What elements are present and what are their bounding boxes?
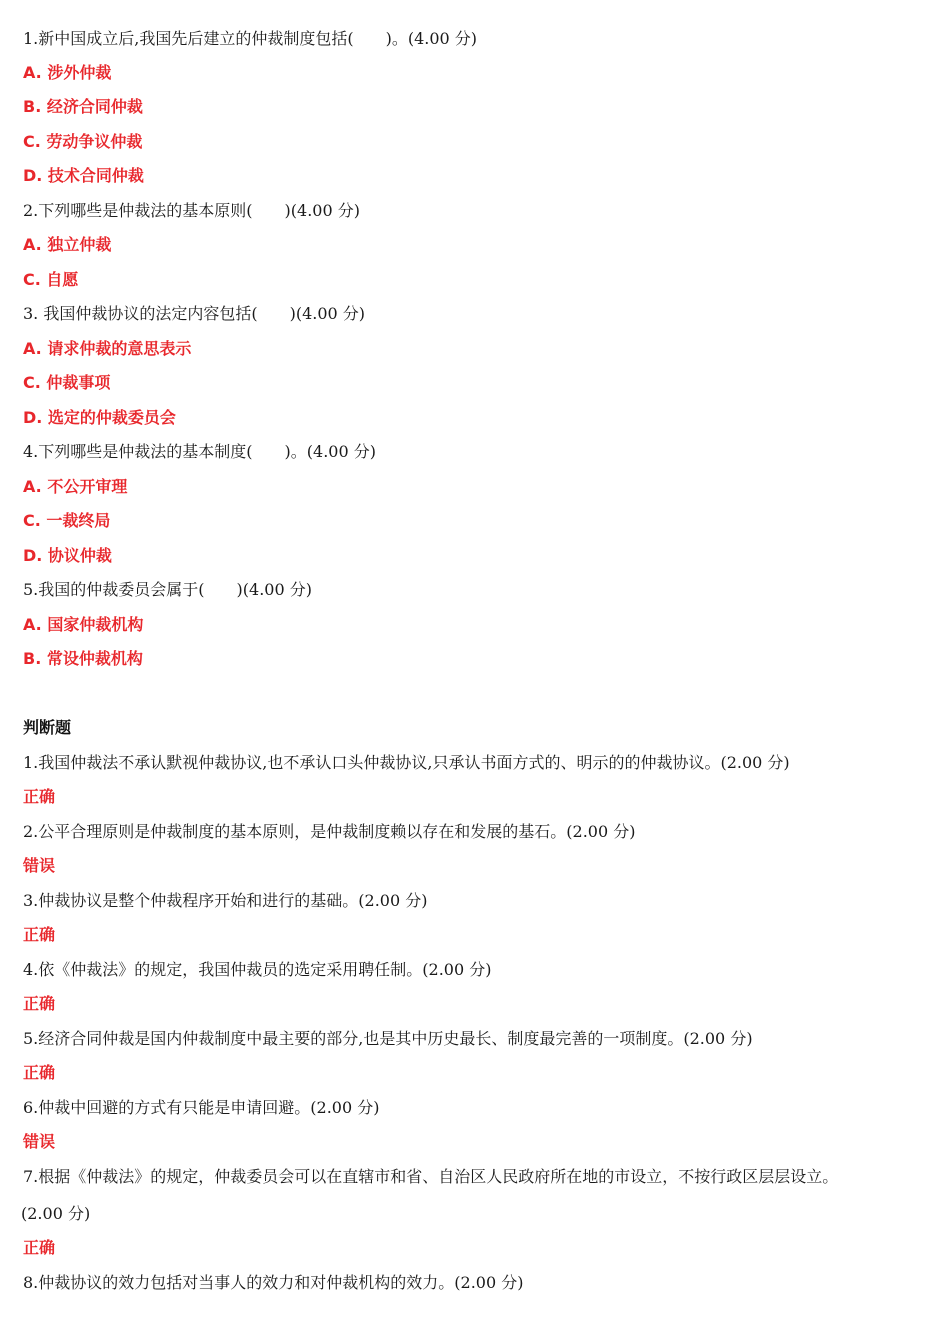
question-score: (4.00 分) [306, 442, 376, 461]
question-score: (4.00 分) [295, 304, 366, 323]
judgment-question-8 [23, 1273, 523, 1293]
judgment-question-7-score: (2.00 分) [21, 1204, 91, 1223]
section-heading-judgment: 判断题 [23, 718, 72, 737]
question-text: 3. 我国仲裁协议的法定内容包括( ) [23, 304, 296, 323]
question-text: 1.我国仲裁法不承认默视仲裁协议,也不承认口头仲裁协议,只承认书面方式的、明示的的仲裁协议。 [23, 753, 721, 772]
question-score: (2.00 分) [720, 753, 790, 772]
judgment-answer: 正确 [23, 994, 56, 1013]
question-text: 2.下列哪些是仲裁法的基本原则( ) [23, 201, 291, 220]
mc-answer: C. 一裁终局 [23, 511, 111, 530]
question-score: (2.00 分) [683, 1029, 753, 1048]
judgment-question-1 [23, 753, 790, 773]
mc-question-1 [23, 29, 477, 49]
question-text: 6.仲裁中回避的方式有只能是申请回避。 [23, 1098, 311, 1117]
question-text: 5.经济合同仲裁是国内仲裁制度中最主要的部分,也是其中历史最长、制度最完善的一项制度。 [23, 1029, 684, 1048]
mc-question-3 [23, 304, 365, 324]
question-text: 4.依《仲裁法》的规定，我国仲裁员的选定采用聘任制。 [23, 960, 423, 979]
question-score: (2.00 分) [358, 891, 428, 910]
mc-answer: A. 请求仲裁的意思表示 [23, 339, 192, 358]
mc-question-4 [23, 442, 376, 462]
question-text: 5.我国的仲裁委员会属于( ) [23, 580, 243, 599]
question-score: (4.00 分) [290, 201, 360, 220]
judgment-answer: 错误 [23, 1132, 56, 1151]
judgment-answer: 正确 [23, 925, 56, 944]
question-score: (2.00 分) [310, 1098, 380, 1117]
mc-answer: C. 劳动争议仲裁 [23, 132, 143, 151]
question-score: (4.00 分) [242, 580, 312, 599]
question-score: (2.00 分) [454, 1273, 524, 1292]
mc-answer: D. 技术合同仲裁 [23, 166, 144, 185]
judgment-answer: 正确 [23, 787, 56, 806]
judgment-question-5 [23, 1029, 753, 1049]
judgment-question-3 [23, 891, 427, 911]
question-text: 2.公平合理原则是仲裁制度的基本原则，是仲裁制度赖以存在和发展的基石。 [23, 822, 567, 841]
question-text: 3.仲裁协议是整个仲裁程序开始和进行的基础。 [23, 891, 359, 910]
question-score: (2.00 分) [422, 960, 492, 979]
question-score: (2.00 分) [566, 822, 636, 841]
mc-question-5 [23, 580, 312, 600]
judgment-question-7 [23, 1167, 838, 1187]
mc-answer: C. 仲裁事项 [23, 373, 111, 392]
question-text: 4.下列哪些是仲裁法的基本制度( )。 [23, 442, 307, 461]
question-text: 1.新中国成立后,我国先后建立的仲裁制度包括( )。 [23, 29, 408, 48]
judgment-question-6 [23, 1098, 379, 1118]
mc-question-2 [23, 201, 360, 221]
mc-answer: A. 不公开审理 [23, 477, 128, 496]
mc-answer: A. 涉外仲裁 [23, 63, 112, 82]
judgment-answer: 正确 [23, 1238, 56, 1257]
judgment-question-4 [23, 960, 491, 980]
mc-answer: B. 经济合同仲裁 [23, 97, 143, 116]
judgment-answer: 错误 [23, 856, 56, 875]
mc-answer: D. 选定的仲裁委员会 [23, 408, 176, 427]
judgment-answer: 正确 [23, 1063, 56, 1082]
mc-answer: A. 独立仲裁 [23, 235, 112, 254]
mc-answer: B. 常设仲裁机构 [23, 649, 143, 668]
mc-answer: A. 国家仲裁机构 [23, 615, 144, 634]
mc-answer: C. 自愿 [23, 270, 79, 289]
mc-answer: D. 协议仲裁 [23, 546, 112, 565]
question-text: 8.仲裁协议的效力包括对当事人的效力和对仲裁机构的效力。 [23, 1273, 455, 1292]
judgment-question-2 [23, 822, 635, 842]
question-score: (4.00 分) [407, 29, 478, 48]
question-text: 7.根据《仲裁法》的规定，仲裁委员会可以在直辖市和省、自治区人民政府所在地的市设立，不按行政区层层设立。 [23, 1167, 839, 1186]
